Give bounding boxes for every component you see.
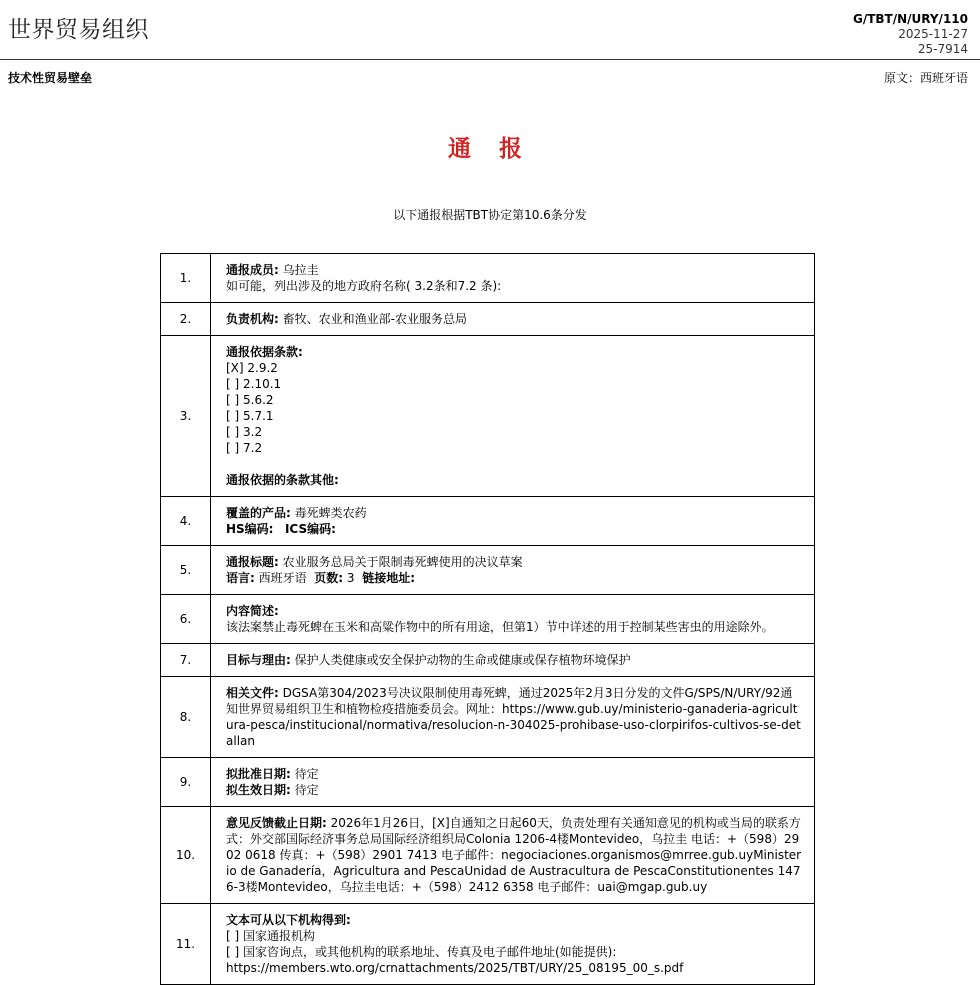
document-meta xyxy=(853,12,968,57)
table-row xyxy=(161,336,815,497)
row-number: 2. xyxy=(161,303,211,336)
checkbox-option: [ ] 7.2 xyxy=(226,441,263,455)
field-value: 畜牧、农业和渔业部-农业服务总局 xyxy=(278,312,467,326)
field-value: 保护人类健康或安全保护动物的生命或健康或保存植物环境保护 xyxy=(290,653,631,667)
notification-title: 通 报 xyxy=(447,136,532,162)
checkbox-option: [ ] 5.6.2 xyxy=(226,393,274,407)
row-number: 6. xyxy=(161,595,211,644)
row-content xyxy=(211,758,815,807)
row-number: 10. xyxy=(161,807,211,904)
header-rule xyxy=(0,59,980,60)
field-label: 意见反馈截止日期: xyxy=(226,816,327,830)
checkbox-option: [ ] 2.10.1 xyxy=(226,377,282,391)
row-number: 1. xyxy=(161,254,211,303)
field-label: 通报依据条款: xyxy=(226,345,303,359)
field-label: 如可能，列出涉及的地方政府名称( 3.2条和7.2 条): xyxy=(226,279,502,293)
table-row xyxy=(161,644,815,677)
table-row xyxy=(161,677,815,758)
row-content xyxy=(211,497,815,546)
row-number: 5. xyxy=(161,546,211,595)
row-number: 9. xyxy=(161,758,211,807)
attachment-url[interactable]: https://members.wto.org/crnattachments/2025/TBT/URY/25_08195_00_s.pdf xyxy=(226,961,684,975)
row-content xyxy=(211,644,815,677)
row-number: 11. xyxy=(161,904,211,985)
field-value: 待定 xyxy=(290,767,319,781)
field-label: ICS编码: xyxy=(284,522,336,536)
intro-text: 以下通报根据TBT协定第10.6条分发 xyxy=(393,208,587,222)
organization-title: 世界贸易组织 xyxy=(8,17,149,43)
field-label: 通报依据的条款其他: xyxy=(226,473,339,487)
row-content xyxy=(211,904,815,985)
table-row xyxy=(161,758,815,807)
field-label: 页数: xyxy=(314,571,344,585)
field-label: 相关文件: xyxy=(226,686,279,700)
checkbox-option: [ ] 5.7.1 xyxy=(226,409,274,423)
row-content xyxy=(211,677,815,758)
checkbox-option: [X] 2.9.2 xyxy=(226,361,278,375)
row-content xyxy=(211,336,815,497)
field-value: 毒死蜱类农药 xyxy=(290,506,367,520)
field-label: 目标与理由: xyxy=(226,653,291,667)
table-row xyxy=(161,546,815,595)
field-label: 拟生效日期: xyxy=(226,783,291,797)
field-label: HS编码: xyxy=(226,522,274,536)
field-label: 文本可从以下机构得到: xyxy=(226,913,351,927)
row-number: 7. xyxy=(161,644,211,677)
row-number: 8. xyxy=(161,677,211,758)
row-content xyxy=(211,595,815,644)
field-label: 通报标题: xyxy=(226,555,279,569)
table-row xyxy=(161,807,815,904)
row-number: 3. xyxy=(161,336,211,497)
field-label: 链接地址: xyxy=(362,571,415,585)
field-label: 通报成员: xyxy=(226,263,279,277)
field-value: 该法案禁止毒死蜱在玉米和高粱作物中的所有用途，但第1）节中详述的用于控制某些害虫的用途除外。 xyxy=(226,620,774,634)
row-content xyxy=(211,807,815,904)
document-number: 25-7914 xyxy=(917,42,968,56)
table-row xyxy=(161,497,815,546)
table-row xyxy=(161,595,815,644)
field-value: 乌拉圭 xyxy=(278,263,319,277)
committee-name: 技术性贸易壁垒 xyxy=(8,71,93,85)
row-content xyxy=(211,303,815,336)
checkbox-option: [ ] 国家通报机构 xyxy=(226,929,315,943)
table-row xyxy=(161,303,815,336)
field-label: 覆盖的产品: xyxy=(226,506,291,520)
table-row xyxy=(161,254,815,303)
row-content xyxy=(211,254,815,303)
field-label: 拟批准日期: xyxy=(226,767,291,781)
notification-table xyxy=(160,253,815,985)
row-number: 4. xyxy=(161,497,211,546)
field-value: 3 xyxy=(343,571,355,585)
row-content xyxy=(211,546,815,595)
field-value: 2026年1月26日，[X]自通知之日起60天，负责处理有关通知意见的机构或当局的联系方式：外交部国际经济事务总局国际经济组织局Colonia 1206-4楼Montevideo，乌拉圭 电话：+（598）2902 0618 传真：+（598）2901 7413 电子邮件：negociaciones.organismos@mrree.gub.uyMinisterio de Ganadería，Agricultura and PescaUnidad de Austracultura de PescaConstitutionentes 1476-3楼Montevideo，乌拉圭电话：+（598）2412 6358 电子邮件：uai@mgap.gub.uy xyxy=(226,816,802,894)
field-label: 语言: xyxy=(226,571,255,585)
field-value: DGSA第304/2023号决议限制使用毒死蜱，通过2025年2月3日分发的文件G/SPS/N/URY/92通知世界贸易组织卫生和植物检疫措施委员会。网址：https://www.gub.uy/ministerio-ganaderia-agricultura-pesca/institucional/normativa/resolucion-n-304025-prohibase-uso-clorpirifos-cultivos-se-detallan xyxy=(226,686,801,748)
table-row xyxy=(161,904,815,985)
checkbox-option: [ ] 3.2 xyxy=(226,425,263,439)
field-label: 负责机构: xyxy=(226,312,279,326)
field-value: 农业服务总局关于限制毒死蜱使用的决议草案 xyxy=(278,555,523,569)
document-symbol: G/TBT/N/URY/110 xyxy=(852,12,968,26)
original-language: 原文：西班牙语 xyxy=(883,71,968,85)
field-label: 内容简述: xyxy=(226,604,279,618)
field-value: 待定 xyxy=(290,783,319,797)
checkbox-option: [ ] 国家咨询点，或其他机构的联系地址、传真及电子邮件地址(如能提供): xyxy=(226,945,617,959)
document-date: 2025-11-27 xyxy=(898,27,968,41)
field-value: 西班牙语 xyxy=(254,571,307,585)
